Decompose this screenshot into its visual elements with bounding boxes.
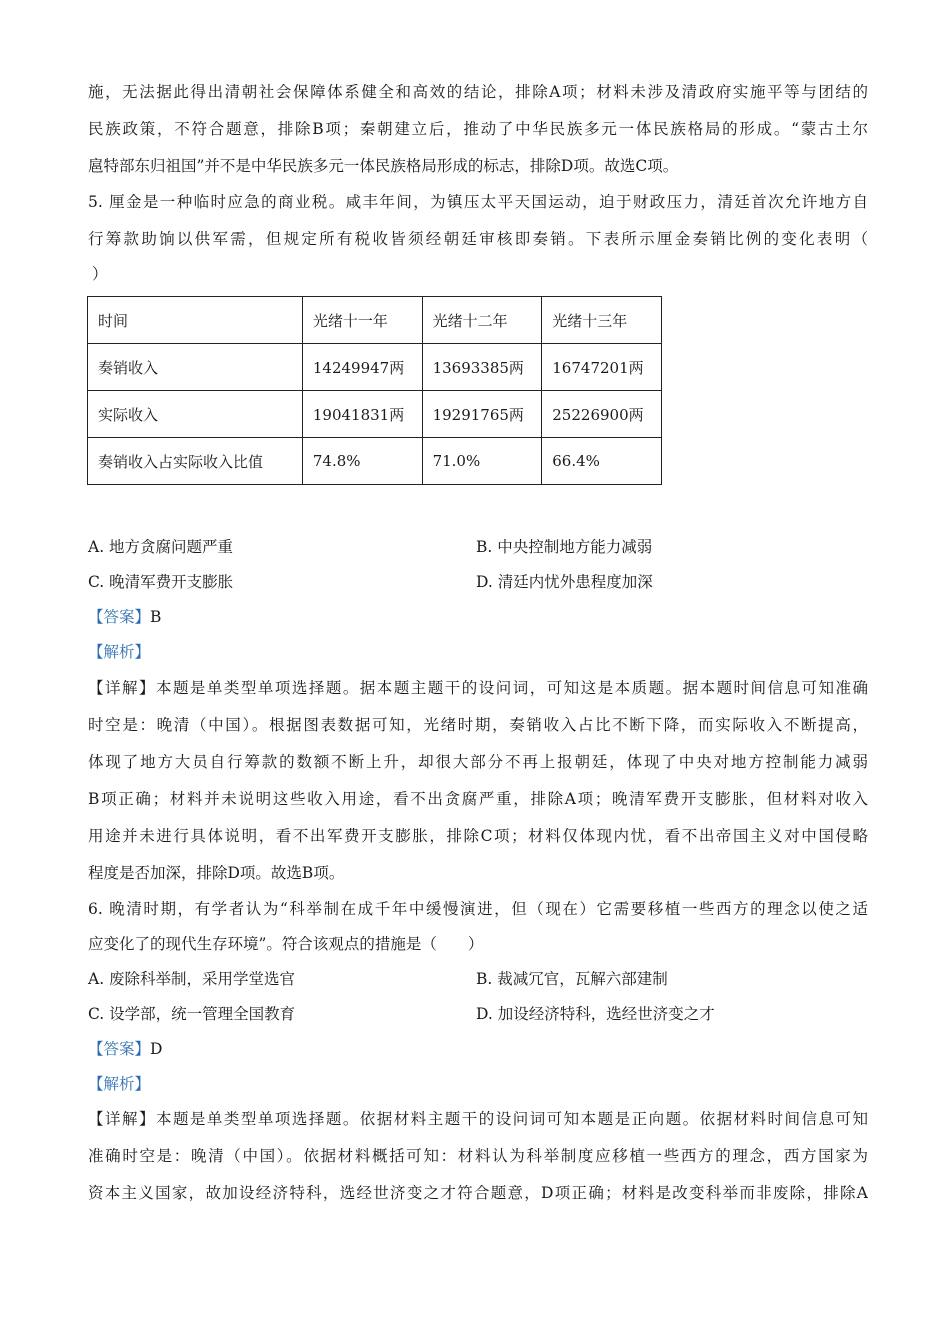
q5-option-b: B. 中央控制地方能力减弱 [476, 538, 653, 556]
answer-tag: 【答案】 [88, 608, 151, 626]
q5-detail-line-3: 体现了地方大员自行筹款的数额不断上升，却很大部分不再上报朝廷，体现了中央对地方控制能力减弱 [88, 753, 868, 771]
table-row [88, 344, 662, 391]
table-cell: 奏销收入占实际收入比值 [88, 438, 303, 485]
q6-analysis-tag [88, 1074, 868, 1094]
analysis-tag: 【解析】 [88, 643, 151, 661]
q5-analysis-tag [88, 642, 868, 662]
table-cell: 19041831两 [302, 391, 422, 438]
q6-detail-line-1 [88, 1109, 868, 1129]
likin-table [87, 296, 662, 485]
q6-option-c: C. 设学部，统一管理全国教育 [88, 1005, 296, 1023]
table-header-cell: 光绪十一年 [302, 297, 422, 344]
q5-detail-line-1 [88, 678, 868, 698]
answer-value: B [150, 608, 162, 626]
q6-option-a: A. 废除科举制，采用学堂选官 [88, 970, 296, 988]
q6-answer [88, 1039, 868, 1059]
q6-option-b: B. 裁减冗官，瓦解六部建制 [476, 970, 668, 988]
table-row [88, 438, 662, 485]
table-cell: 74.8% [302, 438, 422, 485]
table-cell: 实际收入 [88, 391, 303, 438]
table-row [88, 391, 662, 438]
q5-option-c: C. 晚清军费开支膨胀 [88, 573, 234, 591]
intro-line-1: 施，无法据此得出清朝社会保障体系健全和高效的结论，排除A项；材料未涉及清政府实施平等与团结的 [88, 83, 868, 101]
q5-option-a: A. 地方贪腐问题严重 [88, 538, 234, 556]
q6-detail-line-3: 资本主义国家，故加设经济特科，选经世济变之才符合题意，D项正确；材料是改变科举而非废除，排除A [88, 1184, 868, 1202]
answer-value: D [150, 1040, 163, 1058]
table-cell: 14249947两 [302, 344, 422, 391]
q6-option-d: D. 加设经济特科，选经世济变之才 [476, 1005, 715, 1023]
q5-detail-line-4: B项正确；材料并未说明这些收入用途，看不出贪腐严重，排除A项；晚清军费开支膨胀，但材料对收入 [88, 790, 868, 808]
intro-line-3: 扈特部东归祖国”并不是中华民族多元一体民族格局形成的标志，排除D项。故选C项。 [88, 157, 679, 175]
intro-line-2: 民族政策，不符合题意，排除B项；秦朝建立后，推动了中华民族多元一体民族格局的形成。“蒙古土尔 [88, 120, 868, 138]
q5-stem-line-2: 行筹款助饷以供军需，但规定所有税收皆须经朝廷审核即奏销。下表所示厘金奏销比例的变化表明（ [88, 230, 868, 248]
q6-stem-line-1: 6. 晚清时期，有学者认为“科举制在成千年中缓慢演进，但（现在）它需要移植一些西方的理念以使之适 [88, 900, 868, 918]
q5-stem-line-1: 5. 厘金是一种临时应急的商业税。咸丰年间，为镇压太平天国运动，迫于财政压力，清廷首次允许地方自 [88, 193, 868, 211]
detail-tag: 【详解】 [88, 1110, 156, 1128]
q6-detail-line-2: 准确时空是：晚清（中国）。依据材料概括可知：材料认为科举制度应移植一些西方的理念，西方国家为 [88, 1147, 868, 1165]
q5-option-d: D. 清廷内忧外患程度加深 [476, 573, 653, 591]
table-header-cell: 时间 [88, 297, 303, 344]
table-header-cell: 光绪十三年 [542, 297, 662, 344]
q6-stem-line-2: 应变化了的现代生存环境”。符合该观点的措施是（ ） [88, 935, 484, 953]
q5-stem-line-3: ） [92, 265, 108, 283]
table-header-row [88, 297, 662, 344]
q5-detail-line-5: 用途并未进行具体说明，看不出军费开支膨胀，排除C项；材料仅体现内忧，看不出帝国主义对中国侵略 [88, 827, 868, 845]
detail-tag: 【详解】 [88, 679, 156, 697]
table-cell: 19291765两 [422, 391, 542, 438]
table-cell: 奏销收入 [88, 344, 303, 391]
table-header-cell: 光绪十二年 [422, 297, 542, 344]
analysis-tag: 【解析】 [88, 1075, 151, 1093]
table-cell: 13693385两 [422, 344, 542, 391]
table-cell: 66.4% [542, 438, 662, 485]
detail-text: 本题是单类型单项选择题。依据材料主题干的设问词可知本题是正向题。依据材料时间信息可知 [155, 1110, 868, 1128]
table-cell: 16747201两 [542, 344, 662, 391]
q5-detail-line-2: 时空是：晚清（中国）。根据图表数据可知，光绪时期，奏销收入占比不断下降，而实际收入不断提高， [88, 716, 868, 734]
table-cell: 25226900两 [542, 391, 662, 438]
table-cell: 71.0% [422, 438, 542, 485]
q5-detail-line-6: 程度是否加深，排除D项。故选B项。 [88, 864, 345, 882]
q5-answer [88, 607, 868, 627]
answer-tag: 【答案】 [88, 1040, 151, 1058]
detail-text: 本题是单类型单项选择题。据本题主题干的设问词，可知这是本质题。据本题时间信息可知准确 [155, 679, 868, 697]
